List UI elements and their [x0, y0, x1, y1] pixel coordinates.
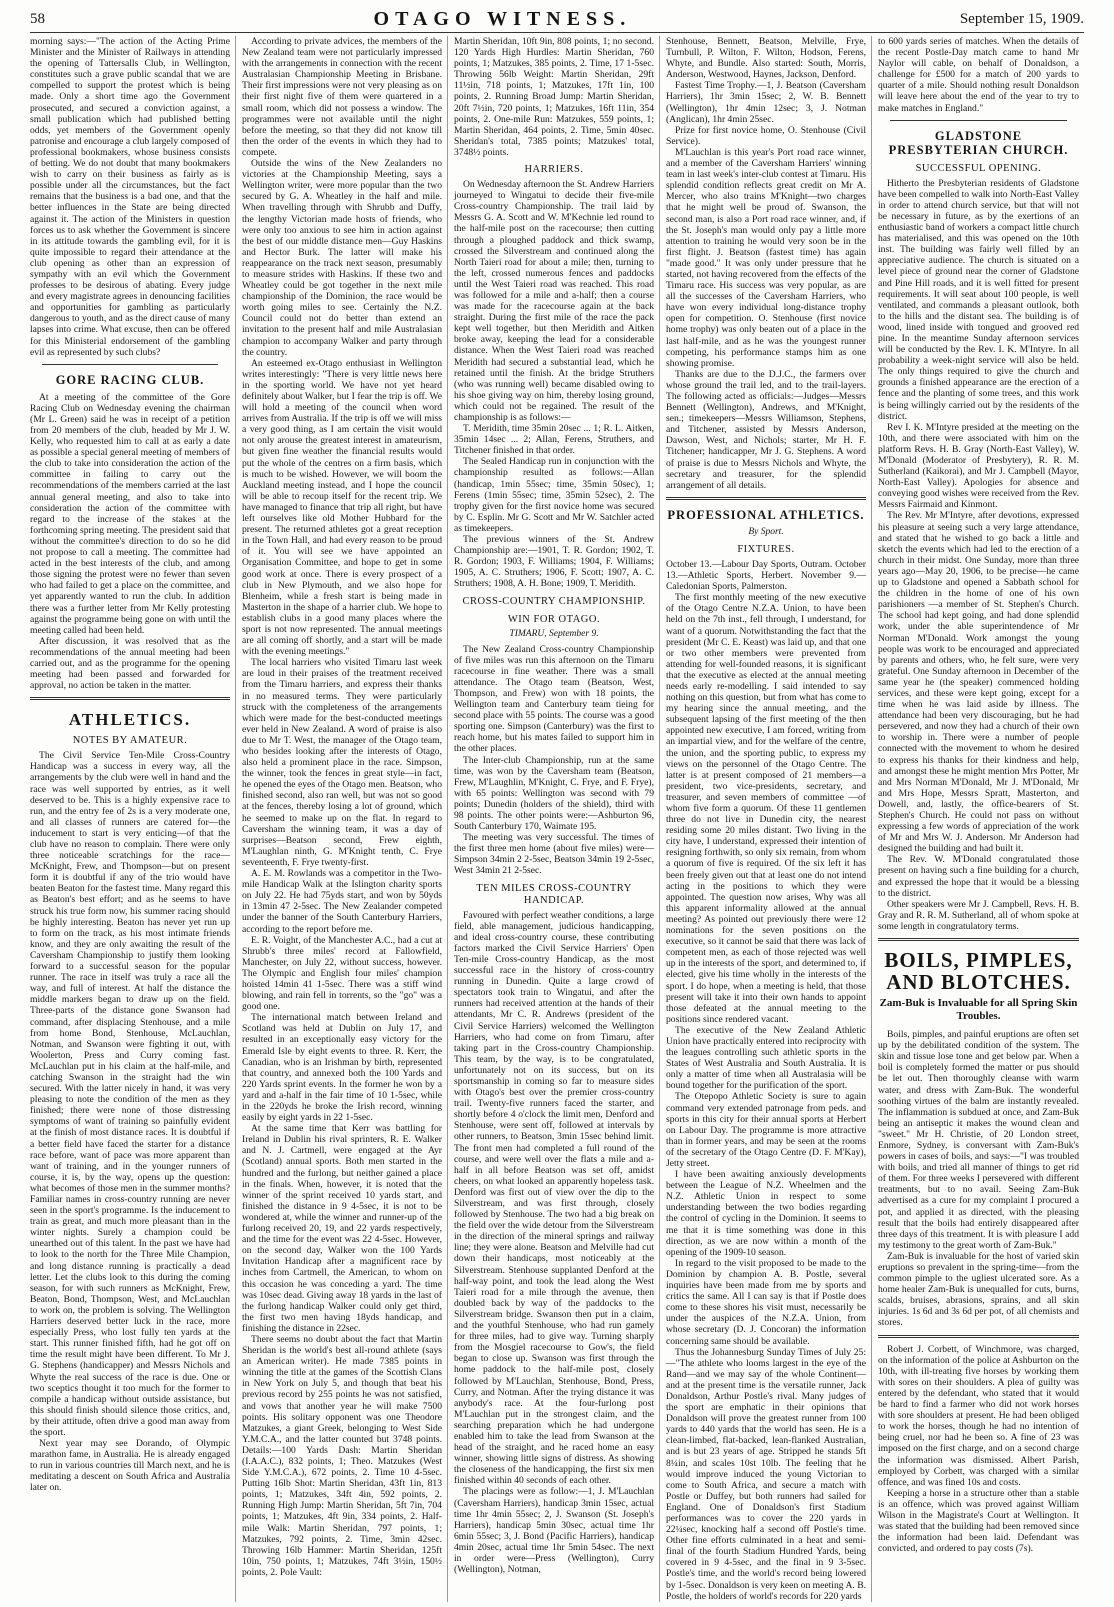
- article-paragraph: The first monthly meeting of the new executive of the Otago Centre N.Z.A. Union, to have been held on the 7th inst., fell through, I understand, for want of a quorum. Notwithstanding the fact that the president (Mr C. E. Keast) was laid up, and that one or two other members were prevented from attending for well-founded reasons, it is significant that the executive as elected at the annual meeting needs early re-modelling. I said intended to say nothing on this question, but from what has come to my hearing since the annual meeting, and the subsequent lapsing of the first meeting of the then appointed new executive, I am forced, writing from an impartial view, and for the welfare of the centre, the union, and the sporting public, to express my views on the personnel of the Otago Centre. The latter is at present composed of 21 members—a president, two vice-presidents, secretary, and treasurer, and seven members of committee —of whom five form a quorum. Of these 11 gentlemen three do not live in Dunedin city, the nearest residing some 20 miles distant. Two living in the city have, I understand, expressed their intention of resigning forthwith, so only six remain, from whom a quorum of five is required. Of the six left it has been freely given out that at least one do not intend acting in the positions to which they were appointed. The question now arises, Why was all this apparent informality allowed at the annual meeting? As pointed out previously there were 12 nominations for the seven positions on the executive, so it cannot be said that there was lack of competent men, as each of those rejected was well up in the interests of the sport, and determined to, if elected, give his time wholly in the interests of the sport. I do hope, when a meeting is held, that those present will take it into their own hands to appoint those defeated at the annual meeting to the positions since rendered vacant.: [666, 592, 866, 1025]
- article-paragraph: After discussion, it was resolved that as the recommendations of the annual meeting had been carried out, and as the programme for the opening meeting had been passed and forwarded for approval, no action be taken in the matter.: [30, 635, 230, 692]
- athletics-heading: ATHLETICS.: [68, 710, 192, 730]
- harriers-heading: HARRIERS.: [524, 164, 584, 176]
- article-paragraph: Thanks are due to the D.J.C., the farmers over whose ground the trail led, and to the trail-layers. The following acted as officials:—Judges—Messrs Bennett (Wellington), Andrews, and M'Knight, sen.; timekeepers—Messrs Williamson, Stephens, and Titchener, assisted by Messrs Anderson, Dawson, West, and Nichols; starter, Mr H. F. Titchener; handicapper, Mr J. G. Stephens. A word of praise is due to Messrs Nichols and Whyte, the secretary and treasurer, for the splendid arrangement of all details.: [666, 368, 866, 491]
- article-paragraph: In regard to the visit proposed to be made to the Dominion by champion A. B. Postle, several inquiries have been made from me by sports and critics the same. All I can say is that if Postle does come to these shores his visit must, necessarily be under the auspices of the N.Z.A. Union, from whose secretary (D. J. Concoran) the information concerning same should be available.: [666, 1257, 866, 1347]
- article-paragraph: Hitherto the Presbyterian residents of Gladstone have been compelled to walk into North-East Valley in order to attend church service, but that will not be necessary in future, as by the exertions of an enthusiastic band of workers a compact little church has materialised, and this was opened on the 10th inst. The building was fairly well filled by an appreciative audience. The church is situated on a level piece of ground near the corner of Gladstone and Pine Hill roads, and it is well fitted for present requirements. It will seat about 100 people, is well ventilated, and commands a pleasant outlook, both to the hills and the distant sea. The building is of wood, lined inside with tongued and grooved red pine. In the meantime Sunday afternoon services will be conducted by the Rev. I. K. M'Intyre. In all probability a week-night service will also be held. The only things required to give the church and grounds a finished appearance are the erection of a fence and the planting of some trees, and this work is being willingly carried out by the residents of the district.: [878, 177, 1079, 422]
- gladstone-church-heading: GLADSTONE PRESBYTERIAN CHURCH.: [888, 128, 1069, 157]
- article-paragraph: I have been awaiting anxiously developments between the League of N.Z. Wheelmen and the N.Z. Athletic Union in respect to some understanding between the two bodies regarding the control of cycling in the Dominion. It seems to me that it is time something was done in this direction, as we are now within a month of the opening of the 1909-10 season.: [666, 1169, 866, 1258]
- article-paragraph: M'Lauchlan is this year's Port road race winner, and a member of the Caversham Harriers' winning team in last week's inter-club contest at Timaru. His splendid condition reflects great credit on Mr A. Mercer, who also trains M'Knight—two charges that he might well be proud of. Swanson, the second man, is also a Port road race winner, and, if the St. Joseph's man would only pay a little more attention to training he would very soon be in the first flight. J. Beatson (fastest time) has again "made good." It was only under pressure that he started, not having recovered from the effects of the Timaru race. His success was very popular, as are all the successes of the Caversham Harriers, who have won every individual long-distance trophy open for competition. O. Stenhouse (first novice home trophy) was only beaten out of a place in the last half-mile, and as he was the youngest runner competing, his performance stamps him as one showing promise.: [666, 146, 866, 369]
- article-paragraph: The Rev. Mr M'Intyre, after devotions, expressed his pleasure at seeing such a very large attendance, and stated that he wished to go back a little and sketch the events which had led to the erection of a church in their midst. One Sunday, more than three years ago—May 20, 1906, to be precise—he came up to Gladstone and opened a Sabbath school for the children in the home of one of his own parishioners —a member of St. Stephen's Church. The school had kept going, and had done splendid work, under the able superintendence of Mr Norman M'Donald. Work amongst the young people was work to be encouraged and appreciated by parents and others, who, he felt sure, were very grateful. One Sunday afternoon in December of the same year he (the speaker) commenced holding services, and these were kept going, except for a time when he was laid aside by illness. The attendance had been very discouraging, but he had persevered, and now they had a church of their own to worship in. There were a number of people connected with the movement to whom he desired to express his thanks for their kindness and help, and amongst these he might mention Mrs Potter, Mr and Mrs Norman M'Donald, Mr J. M'Donald, Mr and Mrs Hope, Messrs Spratt, Masterton, and Dowell, and, lastly, the office-bearers of St. Stephen's Church. He could not pass on without expressing a few words of appreciation of the work of Mr and Mrs W. J. Anderson. Mr Anderson had designed the building and had built it.: [878, 510, 1079, 855]
- byline: By Sport.: [748, 526, 784, 537]
- article-paragraph: Robert J. Corbett, of Winchmore, was charged, on the information of the police at Ashburton on the 10th, with ill-treating five horses by working them with sores on their shoulders. A plea of guilty was entered by the defendant, who stated that it would be hard to find a farmer who did not work horses with sore shoulders at present. He had been obliged to work the horses, though he had no intention of being cruel, nor had he been so. A fine of 23 was imposed on the first charge, and on a second charge the information was dismissed. Albert Parish, employed by Corbett, was charged with a similar offence, and was fined 10s and costs.: [878, 1343, 1079, 1488]
- divider: [666, 497, 866, 500]
- ten-miles-heading: TEN MILES CROSS-COUNTRY HANDICAP.: [476, 882, 632, 906]
- divider: [878, 1335, 1079, 1338]
- professional-athletics-heading: PROFESSIONAL ATHLETICS.: [667, 507, 865, 522]
- article-paragraph: The previous winners of the St. Andrew Championship are:—1901, T. R. Gordon; 1902, T. R. Gordon; 1903, F. Williams; 1904, F. Williams; 1905, A. C. Struthers; 1906, F. Scott; 1907, A. C. Struthers; 1908, A. H. Bone; 1909, T. Meridith.: [454, 534, 654, 590]
- divider: [878, 938, 1079, 941]
- article-paragraph: Outside the wins of the New Zealanders no victories at the Championship Meeting, says a Wellington writer, were more popular than the two secured by G. A. Wheatley in the half and mile. When travelling through with Shrubb and Duffy, the lengthy Victorian made hosts of friends, who were only too anxious to see him in action against the best of our middle distance men—Guy Haskins and Hector Burk. The latter will make his reappearance on the track next season, presumably to measure strides with Haskins. If these two and Wheatley could be got together in the next mile championship of the Dominion, the race would be worth going miles to see. Certainly the N.Z. Council could not do better than extend an invitation to the present half and mile Australasian champion to accompany Walker and party through the country.: [242, 158, 442, 358]
- article-paragraph: The Sealed Handicap run in conjunction with the championship resulted as follows:—Allan (handicap, 1min 55sec; time, 35min 50sec), 1; Ferens (1min 55sec; time, 35min 52sec), 2. The trophy given for the first novice home was secured by C. Esplin. Mr G. Scott and Mr W. Satchler acted as timekeepers.: [454, 456, 654, 534]
- column-1: [30, 36, 236, 1602]
- article-paragraph: Stenhouse, Bennett, Beatson, Melville, Frye, Turnbull, P. Wilton, F. Wilton, Hodson, Ferens, Whyte, and Bundle. Also started: South, Morris, Anderson, Westwood, Haynes, Jackson, Denford.: [666, 36, 866, 81]
- advertisement-subheadline: Zam-Buk is Invaluable for all Spring Skin Troubles.: [879, 997, 1078, 1023]
- article-paragraph: Fastest Time Trophy.—1, J. Beatson (Caversham Harriers), 1hr 3min 15sec; 2, W. B. Bennett (Wellington), 1hr 4min 12sec; 3, J. Notman (Anglican), 1hr 4min 25sec.: [666, 80, 866, 125]
- article-paragraph: E. R. Voight, of the Manchester A.C., had a cut at Shrubb's three miles' record at Fallowfield, Manchester, on July 22, without success, however. The Olympic and English four miles' champion hoisted 14min 41 1-5sec. There was a stiff wind blowing, and rain fell in torrents, so the "go" was a good one.: [242, 934, 442, 1013]
- article-paragraph: The Otepopo Athletic Society is sure to again command very extended patronage from peds. and sports in this city for their annual sports at Herbert on Labour Day. The programme is more attractive than in former years, and may be seen at the rooms of the secretary of the Otago Centre (D. F. M'Kay), Jetty street.: [666, 1091, 866, 1169]
- successful-opening-subheading: SUCCESSFUL OPENING.: [915, 162, 1042, 174]
- article-paragraph: to 600 yards series of matches. When the details of the recent Postle-Day match came to hand Mr Naylor will cable, on behalf of Donaldson, a challenge for £500 for a match of 200 yards to quarter of a mile. Should nothing result Donaldson will leave here about the end of the year to try to make matches in England.": [878, 36, 1079, 114]
- dateline: TIMARU, September 9.: [509, 628, 599, 639]
- article-paragraph: The executive of the New Zealand Athletic Union have practically entered into reciprocity with the leagues controlling such athletic sports in the States of West Australia and South Australia. It is only a matter of time when all Australasia will be bound together for the purification of the sport.: [666, 1024, 866, 1092]
- masthead: [30, 6, 1084, 33]
- article-paragraph: According to private advices, the members of the New Zealand team were not particularly impressed with the arrangements in connection with the recent Australasian Championship Meeting in Brisbane. Their first impressions were not very pleasing as on their first night five of them were quartered in a small room, which did not possess a window. The programmes were not available until the night before the meeting, so that they did not know till then the order of the events in which they had to compete.: [242, 36, 442, 158]
- article-paragraph: Thus the Johannesburg Sunday Times of July 25:—"The athlete who looms largest in the eye of the Rand—and we may say of the whole Continent—and at the present time is the versatile runner, Jack Donaldson, Arthur Postle's rival. Many judges of the sport are emphatic in their opinions that Donaldson will prove the greatest runner from 100 yards to 440 yards that the world has seen. He is a clean-limbed, flat-backed, lean-flanked Australian, and is but 23 years of age. Stripped he stands 5ft 8¼in, and scales 10st 10lb. The feeling that he would improve induced the young Victorian to come to South Africa, and secure a match with Postle or Duffey, but both runners had sailed for England. One of Donaldson's first Stadium performances was to cover the 220 yards in 22¼sec, knocking half a second off Postle's time. Other fine efforts culminated in a heat and semi-final of the fourth Stadium Hundred Yards, being covered in 9 4-5sec, and the final in 9 3-5sec. Postle's time, and the world's record being lowered by 1-5sec. Donaldson is very keen on meeting A. B. Postle, the holders of world's records for 220 yards: [666, 1346, 866, 1602]
- article-paragraph: Rev I. K. M'Intyre presided at the meeting on the 10th, and there were associated with him on the platform Revs. H. B. Gray (North-East Valley), W. M'Donald (Moderator of Presbytery), R. R. M. Sutherland (Kaikorai), and Mr J. Campbell (Mayor, North-East Valley). Apologies for absence and conveying good wishes were received from the Rev. Messrs Fairmaid and Kinmont.: [878, 421, 1079, 511]
- divider: [890, 120, 1067, 121]
- article-paragraph: Next year may see Dorando, of Olympic marathon fame, in Australia. He is already engaged to run in various countries till March next, and he is meditating a descent on South Africa and Australia later on.: [30, 1438, 230, 1494]
- article-paragraph: The New Zealand Cross-country Championship of five miles was run this afternoon on the Timaru racecourse in fine weather. There was a small attendance. The Otago team (Beatson, West, Thompson, and Frew) won with 18 points, the Wellington team and Canterbury team tieing for second place with 55 points. The course was a good sporting one. Simpson (Canterbury) was the first to reach home, but his mates failed to support him in the other places.: [454, 643, 654, 755]
- notes-by-amateur-heading: NOTES BY AMATEUR.: [72, 735, 188, 747]
- article-paragraph: An esteemed ex-Otago enthusiast in Wellington writes interestingly: "There is very little news here in the sporting world. We have not yet heard definitely about Walker, but I fear the trip is off. We will hold a meeting of the council when word arrives from Australia. If the trip is off we will miss a very good thing, as I am certain the visit would not only arouse the greatest interest in amateurism, but given fine weather the financial results would put the whole of the centres on a firm basis, which is much to be wished. However, we will boom the Auckland meeting instead, and I hope the council will be able to recoup itself for the recent trip. We have managed to finance that trip all right, but have left ourselves like old Mother Hubbard for the present. The returned athletes got a great reception in the Town Hall, and had every reason to be proud of it. You will see we have appointed an Organisation Committee, and hope to get in some good work at once. There is every prospect of a club in New Plymouth, and we also hope for Blenheim, while a fresh start is being made in Masterton in the shape of a harrier club. We hope to establish clubs in a good many places where the sport is not now represented. The annual meetings are all coming off shortly, and a start will be made with the evening meetings.": [242, 357, 442, 658]
- page-number: 58: [30, 10, 45, 27]
- results-paragraph: T. Meridith, time 35min 20sec ... 1; R. L. Aitken, 35min 14sec ... 2; Allan, Ferens, Struthers, and Titchener finished in that order.: [454, 423, 654, 457]
- article-paragraph: At a meeting of the committee of the Gore Racing Club on Wednesday evening the chairman (Mr L. Green) said he was in receipt of a petition from 20 members of the club, headed by Mr J. W. Kelly, who requested him to call at as early a date as possible a special general meeting of members of the club to take into consideration the action of the committee in failing to carry out the recommendations of the members carried at the last annual general meeting, and also to take into consideration the action of the committee with regard to the increase of the stakes at the forthcoming spring meeting. The president said that without the committee's direction to do so he did not propose to call a meeting. The committee had acted in the best interests of the club, and among those signing the protest were no fewer than seven who had failed to get a place on the committee, and yet apparently wanted to run the club. In addition there was a further letter from Mr Kelly protesting against the programme being gone on with until the meeting called had been held.: [30, 391, 230, 636]
- divider: [42, 364, 218, 365]
- article-paragraph: The Inter-club Championship, run at the same time, was won by the Caversham team (Beatson, Frew, M'Laughlin, M'Knight, C. Frye, and F. Frye), with 65 points: Wellington was second with 79 points; Dunedin (holders of the shield), third with 98 points. The other points were:—Ashburton 96, South Canterbury 170, Waimate 195.: [454, 754, 654, 833]
- win-for-otago-subheading: WIN FOR OTAGO.: [507, 613, 601, 625]
- article-paragraph: The placings were as follow:—1, J. M'Lauchlan (Caversham Harriers), handicap 3min 15sec, actual time 1hr 4min 55sec; 2, J. Swanson (St. Joseph's Harriers), handicap 5min 30sec, actual time 1hr 6min 55sec; 3, J. Bond (Pacific Harriers), handicap 4min 20sec, actual time 1hr 5min 54sec. The next in order were—Press (Wellington), Curry (Wellington), Notman,: [454, 1486, 654, 1576]
- cross-country-heading: CROSS-COUNTRY CHAMPIONSHIP.: [462, 595, 646, 607]
- article-paragraph: The Rev. W. M'Donald congratulated those present on having such a fine building for a church, and expressed the hope that it would be a blessing to the district.: [878, 854, 1079, 899]
- advertisement-paragraph: Boils, pimples, and painful eruptions are often set up by the debilitated condition of the system. The skin and tissue lose tone and get below par. When a boil is completely formed the matter or pus should be let out. Then thoroughly cleanse with warm water, and dress with Zam-Buk. The wonderful soothing virtues of the balm are instantly revealed. The inflammation is subdued at once, and Zam-Buk being an antiseptic it makes the wound clean and "sweet." Mr H. Christie, of 20 London street, Enmore, Sydney, is conversant with Zam-Buk's powers in cases of boils, and says:—"I was troubled with boils, and tried all manner of things to get rid of them. For three weeks I persevered with different treatments, but to no avail. Seeing Zam-Buk advertised as a cure for my complaint I procured a pot, and applied it as directed, with the pleasing result that the boils had entirely disappeared after three days of this treatment. It is with pleasure I add my testimony to the great worth of Zam-Buk.": [878, 1029, 1079, 1251]
- article-paragraph: At the same time that Kerr was battling for Ireland in Dublin his rival sprinters, R. E. Walker and N. J. Cartmell, were engaged at the Ayr (Scotland) annual sports. Both men started in the hundred and the furlong, but neither gained a place in the finals. When, however, it is noted that the winner of the sprint received 10 yards start, and finished the distance in 9 4-5sec, it is not to be wondered at, while the winner and runner-up of the furlong received 20, 19, and 22 yards respectively, and the time for the event was 22 4-5sec. However, on the second day, Walker won the 100 Yards Invitation Handicap after a magnificent race by inches from Cartmell, the American, to whom on this occasion he was conceding a yard. The time was 10sec dead. Giving away 18 yards in the last of the furlong handicap Walker could only get third, the first two men having 18yds handicap, and finishing the distance in 22sec.: [242, 1123, 442, 1334]
- article-paragraph: Favoured with perfect weather conditions, a large field, able management, judicious handicapping, and ideal cross-country course, these contributing factors marked the Civil Service Harriers' Open Ten-mile Cross-country Handicap, as the most successful race in the history of cross-country running in Dunedin. Quite a large crowd of spectators took train to Wingatui, and after the runners had received attention at the hands of their attendants, Mr C. R. Andrews (president of the Civil Service Harriers) welcomed the Wellington Harriers, who had come on from Timaru, after taking part in the Cross-country Championship. This team, by the way, is to be congratulated, unfortunately not on its success, but on its sportsmanship in coming so far to measure sides with Otago's best over the premier cross-country trail. Twenty-five runners faced the starter, and shortly before 4 o'clock the limit men, Denford and Stenhouse, were sent off, followed at intervals by other runners, to Beatson, 3min 15sec behind limit. The front men had completed a full round of the course, and were well over the flats a mile and a-half in all before Beatson was set off, amidst cheers, on what looked an apparently hopeless task. Denford was first out of view over the dip to the Silverstream, and was first through, closely followed by Stenhouse. The two had a big break on the field over the wide detour from the Silverstream in the direction of the mineral springs and railway line; they were alone. Beatson and Melville had cut down their handicaps, most noticeably at the Silverstream. Stenhouse supplanted Denford at the half-way point, and took the lead along the West Taieri road for a mile through the avenue, then doubled back by way of the paddocks to the Silverstream bridge. Swanson then put in a claim, and the youthful Stenhouse, who had run gamely for three miles, had to give way. Turning sharply from the Mosgiel racecourse to Gow's, the field began to close up. Swanson was first through the home paddock to the half-mile post, closely followed by M'Lauchlan, Stenhouse, Bond, Press, Curry, and Notman. After the trying distance it was anybody's race. At the four-furlong post M'Lauchlan put in the strongest claim, and the searching preparation which he had undergone enabled him to take the lead from Swanson at the head of the straight, and he raced home an easy winner, showing little signs of distress. As showing the closeness of the handicapping, the first six men finished within 40 seconds of each other.: [454, 909, 654, 1487]
- article-paragraph: The international match between Ireland and Scotland was held at Dublin on July 17, and resulted in an exceptionally easy victory for the Emerald Isle by eight events to three. R. Kerr, the Canadian, who is an Irishman by birth, represented that country, and annexed both the 100 Yards and 220 Yards sprint events. In the former he won by a yard and a-half in the fair time of 10 1-5sec, while in the 220yds he broke the Irish record, winning easily by eight yards in 22 1-5sec.: [242, 1012, 442, 1124]
- issue-date: September 15, 1909.: [959, 10, 1084, 27]
- article-paragraph: On Wednesday afternoon the St. Andrew Harriers journeyed to Wingatui to decide their five-mile Cross-country Championship. The trail laid by Messrs G. A. Scott and W. M'Kechnie led round to the half-mile post on the racecourse; then cutting through a ploughed paddock and thick swamp, crossed the Silverstream and continued along the North Taieri road for about a mile; then, turning to the left, crossed numerous fences and paddocks until the West Taieri road was reached. This road was followed for a mile and a-half; then a course was made for the racecourse again at the back straight. During the first mile of the race the pack kept well together, but then Meridith and Aitken broke away, keeping the lead for a considerable distance. When the West Taieri road was reached Meridith had secured a substantial lead, which he retained until the finish. At the bridge Struthers (who was running well) became disabled owing to his shoe giving way on him, thereby losing ground, which could not be regained. The result of the championship is as follows:—: [454, 179, 654, 423]
- article-paragraph: Martin Sheridan, 10ft 9in, 808 points, 1; no second. 120 Yards High Hurdles: Martin Sheridan, 760 points, 1; Matzukes, 385 points, 2. Time, 17 1-5sec. Throwing 56lb Weight: Martin Sheridan, 29ft 11½in, 718 points, 1; Matzukes, 17ft 1in, 100 points, 2. Running Broad Jump: Martin Sheridan, 20ft 7½in, 720 points, 1; Matzukes, 16ft 11in, 354 points, 2. One-mile Run: Matzukes, 559 points, 1; Martin Sheridan, 464 points, 2. Time, 5min 40sec. Sheridan's total, 7385 points; Matzukes' total, 3748½ points.: [454, 36, 654, 158]
- column-2: [242, 36, 448, 1602]
- column-3: [454, 36, 660, 1602]
- fixtures-heading: FIXTURES.: [737, 543, 795, 555]
- advertisement-paragraph: Zam-Buk is invaluable for the host of varied skin eruptions so prevalent in the spring-time—from the common pimple to the ugliest ulcerated sore. As a home healer Zam-Buk is unequalled for cuts, burns, scalds, bruises, abrasions, sprains, and all skin injuries. 1s 6d and 3s 6d per pot, of all chemists and stores.: [878, 1250, 1079, 1329]
- article-paragraph: The meeting was very successful. The times of the first three men home (about five miles) were—Simpson 34min 2 2-5sec, Beatson 34min 19 2-5sec, West 34min 21 2-5sec.: [454, 832, 654, 877]
- page-columns: [30, 36, 1084, 1602]
- divider: [30, 697, 230, 700]
- article-paragraph: Prize for first novice home, O. Stenhouse (Civil Service).: [666, 124, 866, 147]
- fixtures-list: October 13.—Labour Day Sports, Outram. October 13.—Athletic Sports, Herbert. November 9.—Caledonian Sports, Palmerston.: [666, 558, 866, 593]
- column-4: [666, 36, 872, 1602]
- article-paragraph: There seems no doubt about the fact that Martin Sheridan is the world's best all-round athlete (says an American writer). He made 7385 points in winning the title at the games of the Scottish Clans in New York on July 5, and though that beat his previous record by 255 points he was not satisfied, and vows that another year he will make 7500 points. His solitary opponent was one Theodore Matzukes, a giant Greek, belonging to West Side Y.M.C.A., and the latter counted but 3748 points. Details:—100 Yards Dash: Martin Sheridan (I.A.A.C.), 832 points, 1; Theo. Matzukes (West Side Y.M.C.A.), 672 points, 2. Time 10 4-5sec. Putting 16lb Shot: Martin Sheridan, 43ft 1in, 813 points, 1; Matzukes, 34ft 4in, 592 points, 2. Running High Jump: Martin Sheridan, 5ft 7in, 704 points, 1; Matzukes, 4ft 9in, 334 points, 2. Half-mile Walk: Martin Sheridan, 797 points, 1; Matzukes, 792 points, 2. Time, 3min 42sec. Throwing 16lb Hammer: Martin Sheridan, 125ft 10in, 750 points, 1; Matzukes, 74ft 3½in, 150½ points, 2. Pole Vault:: [242, 1333, 442, 1578]
- article-paragraph: The Civil Service Ten-Mile Cross-Country Handicap was a success in every way, all the arrangements by the club were well in hand and the race was well supported by entries, as it well deserved to be. This is a highly expensive race to run, and the entry fee of 2s is a very moderate one, and all classes of runners are catered for—the inducement to start is very enticing—of that the club have no reason to complain. There were only three noticeable scratchings for the race—McKnight, Frew, and Thompson—but on present form it is doubtful if any of the trio would have beaten Beaton for the fastest time. Many regard this as Beaton's best effort; and as he seems to have struck his true form now, his summer racing should be highly interesting. Beaton has never yet run up to form on the track, as his most intimate friends know, and they are only awaiting the result of the Caversham Championship to justify them looking forward to a successful season for the popular runner. The race in itself was truly a race all the way, and full of interest. At half the distance the middle markers began to draw up on the field. Three-parts of the distance gone Swanson had command, after displacing Stenhouse, and a mile from home Bond, Stenhouse, McLauchlan, Notman, and Swanson were fighting it out, with Woolerton, Press and Curry coming fast. McLauchlan put in his claim at the half-mile, and catching Swanson in the straight had the win secured. With the latter nicely in hand, it was very pleasing to note the condition of the men as they finished; there were none of those distressing symptoms of want of training so painfully evident at the finish of most distance races. It is doubtful if a better field have faced the starter for a distance race before, want of pace was more apparent than want of training, and in the younger runners of course, it is, by the way, opens up the question: what becomes of those men in the summer months? Familiar names in cross-country running are never seen in the sport's programme. Is the inducement to train as great, and much more pleasant than in the winter nights. Surely a champion could be unearthed out of this talent. In the past we have had to look to the north for the Three Mile Champion, and long distance running is practically a dead letter. Let the clubs look to this during the coming season, for with such runners as McKnight, Frew, Beaton, Bond, Thompson, West, and McLauchlan to work on, the problem is solving. The Wellington Harriers deserved better luck in the race, more especially Press, who lost fully ten yards at the start. This runner finished fifth, had he got off on time the result might have been different. To Mr J. G. Stephens (handicapper) and Messrs Nichols and Whyte the real success of the race is due. One or two sceptics thought it too much for the former to compile a handicap without outside assistance, but this should finish should silence those critics, and, by their attitude, often drive a good man away from the sport.: [30, 750, 230, 1438]
- newspaper-title: OTAGO WITNESS.: [373, 7, 632, 30]
- article-paragraph: Other speakers were Mr J. Campbell, Revs. H. B. Gray and R. R. M. Sutherland, all of whom spoke at some length in congratulatory terms.: [878, 898, 1079, 932]
- article-paragraph: morning says:—"The action of the Acting Prime Minister and the Minister of Railways in attending the opening of Tattersalls Club, in Wellington, constitutes such a grave public scandal that we are compelled to support the protest which is being made. Only a short time ago the Government prosecuted, and secured a conviction against, a small publication which had published betting odds, yet members of the Government openly patronise and encourage a club largely composed of professional bookmakers, whose business consists of betting. We do not doubt that many bookmakers wish to carry on their business as fairly as is possible under all the circumstances, but the fact remains that the business is a bad one, and that the better influences in the State are being directed against it. The action of the Ministers in question forces us to ask whether the Government is sincere in its attitude towards the gambling evil, for it is quite impossible to regard their attendance at the club opening as other than an expression of sympathy with an evil which the Government professes to be desirous of abating. Every judge and every magistrate agrees in denouncing facilities and opportunities for gambling as particularly dangerous to youth, and as the direct cause of many lapses into crime. What excuse, then can be offered for this Ministerial endorsement of the gambling evil as represented by such clubs?: [30, 36, 230, 358]
- column-5: [878, 36, 1084, 1602]
- gore-racing-club-heading: GORE RACING CLUB.: [55, 372, 205, 387]
- article-paragraph: The local harriers who visited Timaru last week are loud in their praises of the treatment received from the Timaru harriers, and express their thanks in no measured terms. They were particularly struck with the completeness of the arrangements which were made for the best-conducted meetings ever held in New Zealand. A word of praise is also due to Mr T. West, the manager of the Otago team, who besides looking after the interests of Otago, also held a prominent place in the race. Simpson, the winner, took the fences in great style—in fact, he opened the eyes of the Otago men. Beatson, who finished second, also ran well, but was not so good at the fences, thereby losing a lot of ground, which he seemed to make up on the flat. In regard to Caversham the winning team, it was a day of surprises—Beatson second, Frew eighth, M'Laughlan ninth, G. M'Knight tenth, C. Frye seventeenth, F. Frye twenty-first.: [242, 657, 442, 868]
- article-paragraph: Keeping a horse in a structure other than a stable is an offence, which was proved against William Wilson in the Magistrate's Court at Wellington. It was stated that the building had been removed since the information had been laid. Defendant was convicted, and ordered to pay costs (7s).: [878, 1487, 1079, 1555]
- article-paragraph: A. E. M. Rowlands was a competitor in the Two-mile Handicap Walk at the Islington charity sports on July 22. He had 75yds start, and won by 50yds in 13min 47 2-5sec. The New Zealander competed under the banner of the South Canterbury Harriers, according to the report before me.: [242, 868, 442, 935]
- advertisement-headline: BOILS, PIMPLES, AND BLOTCHES.: [884, 948, 1073, 995]
